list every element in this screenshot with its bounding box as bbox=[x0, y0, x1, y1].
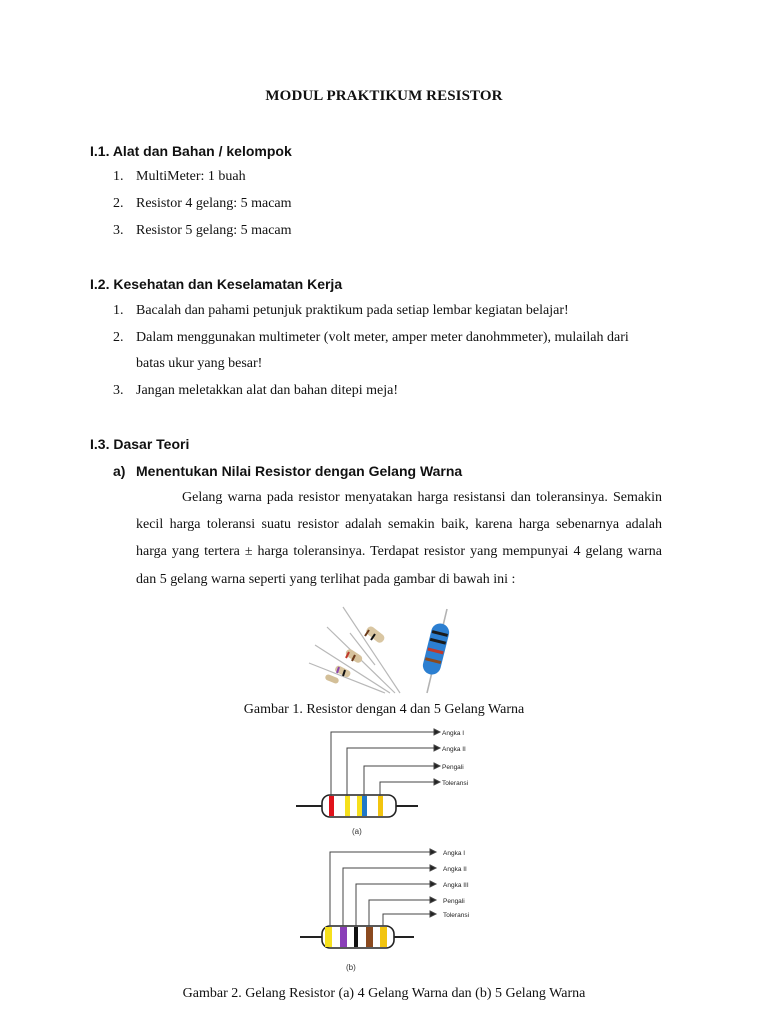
band-mark bbox=[354, 927, 358, 947]
label-angka-2: Angka II bbox=[443, 866, 467, 873]
section-heading-dasar-teori: I.3. Dasar Teori bbox=[90, 436, 190, 452]
band-mark bbox=[345, 796, 350, 816]
band-diagram-4 bbox=[288, 726, 508, 846]
band-mark bbox=[366, 927, 373, 947]
band-mark bbox=[362, 796, 367, 816]
list-item: 2. Dalam menggunakan multimeter (volt meter, amper meter danohmmeter), mulailah dari bbox=[113, 330, 629, 345]
paragraph-line: kecil harga toleransi suatu resistor adalah semakin baik, karena harga sebenarnya adalah bbox=[136, 517, 662, 532]
label-pengali: Pengali bbox=[443, 898, 465, 905]
list-item-continuation: batas ukur yang besar! bbox=[136, 356, 263, 371]
section-heading-alat-bahan: I.1. Alat dan Bahan / kelompok bbox=[90, 143, 292, 159]
band-diagram-5 bbox=[288, 846, 508, 976]
band-mark bbox=[325, 927, 332, 947]
list-item: 1. MultiMeter: 1 buah bbox=[113, 169, 246, 184]
resistor-photo bbox=[305, 605, 480, 695]
paragraph-line: dan 5 gelang warna seperti yang terlihat pada gambar di bawah ini : bbox=[136, 572, 516, 587]
band-mark bbox=[378, 796, 383, 816]
figure-caption-1: Gambar 1. Resistor dengan 4 dan 5 Gelang Warna bbox=[243, 702, 525, 717]
band-mark bbox=[357, 796, 362, 816]
list-item: 3. Jangan meletakkan alat dan bahan ditepi meja! bbox=[113, 383, 399, 398]
band-mark bbox=[380, 927, 387, 947]
paragraph-line: harga yang tertera ± harga toleransinya. Terdapat resistor yang mempunyai 4 gelang warna bbox=[136, 544, 662, 559]
list-item: 3. Resistor 5 gelang: 5 macam bbox=[113, 223, 292, 238]
list-item: 2. Resistor 4 gelang: 5 macam bbox=[113, 196, 292, 211]
label-toleransi: Toleransi bbox=[442, 780, 469, 787]
diagram-tag-a: (a) bbox=[352, 827, 362, 836]
label-angka-3: Angka III bbox=[443, 882, 469, 889]
subsection-heading: a) Menentukan Nilai Resistor dengan Gelang Warna bbox=[113, 463, 463, 479]
label-toleransi: Toleransi bbox=[443, 912, 470, 919]
label-angka-1: Angka I bbox=[443, 850, 466, 857]
paragraph-line: Gelang warna pada resistor menyatakan harga resistansi dan toleransinya. Semakin bbox=[182, 490, 662, 505]
list-item: 1. Bacalah dan pahami petunjuk praktikum pada setiap lembar kegiatan belajar! bbox=[113, 303, 569, 318]
label-angka-1: Angka I bbox=[442, 730, 465, 737]
diagram-tag-b: (b) bbox=[346, 963, 356, 972]
band-mark bbox=[329, 796, 334, 816]
band-mark bbox=[340, 927, 347, 947]
label-angka-2: Angka II bbox=[442, 746, 466, 753]
label-pengali: Pengali bbox=[442, 764, 464, 771]
figure-caption-2: Gambar 2. Gelang Resistor (a) 4 Gelang Warna dan (b) 5 Gelang Warna bbox=[182, 986, 586, 1001]
document-title: MODUL PRAKTIKUM RESISTOR bbox=[265, 88, 503, 104]
section-heading-k3: I.2. Kesehatan dan Keselamatan Kerja bbox=[90, 276, 343, 292]
